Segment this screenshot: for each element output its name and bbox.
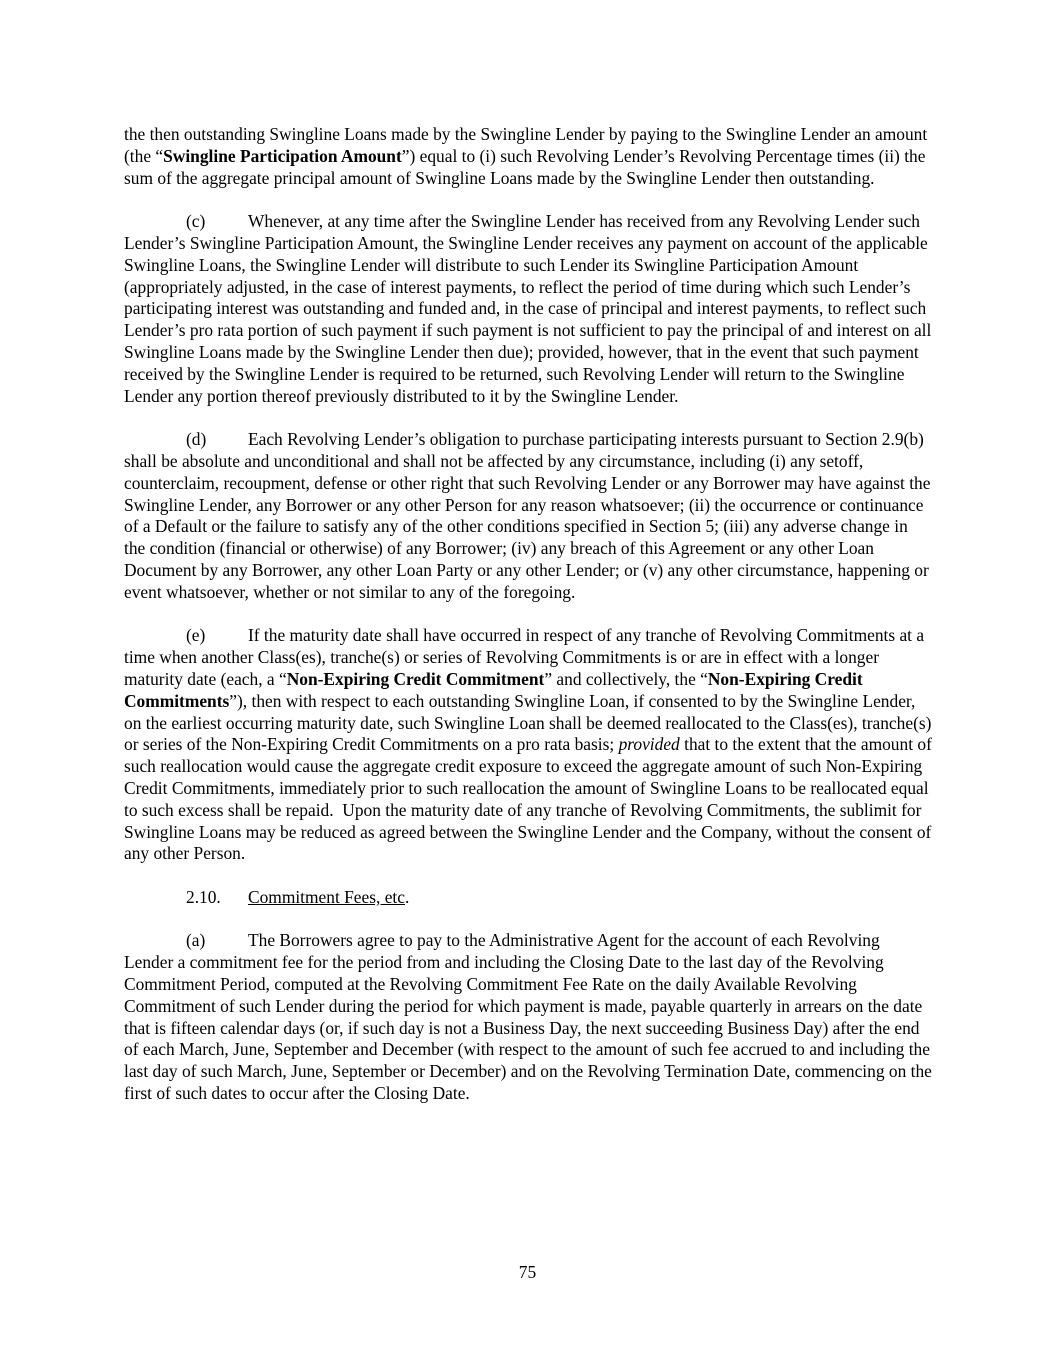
defined-term: Non-Expiring Credit Commitments [124, 668, 863, 711]
text-run: that to the extent that the amount of such reallocation would cause the aggregate credit exposure to exceed the aggregate amount of such Non-Expiring Credit Commitments, immediately prior to such reallocation the amount of Swingline Loans to be reallocated equal to such excess shall be repaid. Upon the maturity date of any tranche of Revolving Commitments, the sublimit for Swingline Loans may be reduced as agreed between the Swingline Lender and the Company, without the consent of any other Person. [124, 734, 932, 864]
text-run: If the maturity date shall have occurred in respect of any tranche of Revolving Commitments at a time when another Class(es), tranche(s) or series of Revolving Commitments is or are in effect with a longer maturity date (each, a “ [124, 625, 925, 689]
section-title: Commitment Fees, etc [248, 886, 405, 907]
defined-term: Swingline Participation Amount [163, 145, 402, 166]
paragraph-label: (e) [186, 625, 206, 646]
paragraph-b-continuation [124, 124, 932, 189]
text-run: ” and collectively, the “ [544, 668, 708, 689]
paragraph-a [124, 930, 932, 1104]
text-run: ”) equal to (i) such Revolving Lender’s Revolving Percentage times (ii) the sum of the aggregate principal amount of Swingline Loans made by the Swingline Lender then outstanding. [124, 145, 926, 188]
text-run: the then outstanding Swingline Loans made by the Swingline Lender by paying to the Swingline Lender an amount (the “ [124, 124, 928, 166]
paragraph-label: (d) [186, 429, 207, 450]
paragraph-text: The Borrowers agree to pay to the Administrative Agent for the account of each Revolving Lender a commitment fee for the period from and including the Closing Date to the last day of the Revolving Commitment Period, computed at the Revolving Commitment Fee Rate on the daily Available Revolving Commitment of such Lender during the period for which payment is made, payable quarterly in arrears on the date that is fifteen calendar days (or, if such day is not a Business Day, the next succeeding Business Day) after the end of each March, June, September and December (with respect to the amount of such fee accrued to and including the last day of such March, June, September or December) and on the Revolving Termination Date, commencing on the first of such dates to occur after the Closing Date. [124, 930, 932, 1104]
paragraph-label: (c) [186, 211, 206, 232]
section-number: 2.10. [186, 886, 221, 907]
paragraph-c [124, 211, 932, 407]
text-run: ”), then with respect to each outstanding Swingline Loan, if consented to by the Swingline Lender, on the earliest occurring maturity date, such Swingline Loan shall be deemed reallocated to the Class(es), tranche(s) or series of the Non-Expiring Credit Commitments on a pro rata basis; [124, 690, 932, 755]
defined-term: Non-Expiring Credit Commitment [286, 668, 545, 689]
page-number: 75 [518, 1262, 537, 1282]
italic-term: provided [618, 734, 680, 755]
paragraph-d [124, 429, 932, 603]
paragraph-e [124, 625, 932, 865]
section-heading [124, 887, 932, 909]
paragraph-text: Whenever, at any time after the Swingline Lender has received from any Revolving Lender such Lender’s Swingline Participation Amount, the Swingline Lender receives any payment on account of the applicable Swingline Loans, the Swingline Lender will distribute to such Lender its Swingline Participation Amount (appropriately adjusted, in the case of interest payments, to reflect the period of time during which such Lender’s participating interest was outstanding and funded and, in the case of principal and interest payments, to reflect such Lender’s pro rata portion of such payment if such payment is not sufficient to pay the principal of and interest on all Swingline Loans made by the Swingline Lender then due); provided, however, that in the event that such payment received by the Swingline Lender is required to be returned, such Revolving Lender will return to the Swingline Lender any portion thereof previously distributed to it by the Swingline Lender. [124, 211, 932, 406]
paragraph-text: Each Revolving Lender’s obligation to purchase participating interests pursuant to Section 2.9(b) shall be absolute and unconditional and shall not be affected by any circumstance, including (i) any setoff, counterclaim, recoupment, defense or other right that such Revolving Lender or any Borrower may have against the Swingline Lender, any Borrower or any other Person for any reason whatsoever; (ii) the occurrence or continuance of a Default or the failure to satisfy any of the other conditions specified in Section 5; (iii) any adverse change in the condition (financial or otherwise) of any Borrower; (iv) any breach of this Agreement or any other Loan Document by any Borrower, any other Loan Party or any other Lender; or (v) any other circumstance, happening or event whatsoever, whether or not similar to any of the foregoing. [124, 429, 931, 602]
section-title-period: . [404, 886, 410, 907]
document-page [124, 124, 932, 1127]
paragraph-label: (a) [186, 930, 206, 951]
